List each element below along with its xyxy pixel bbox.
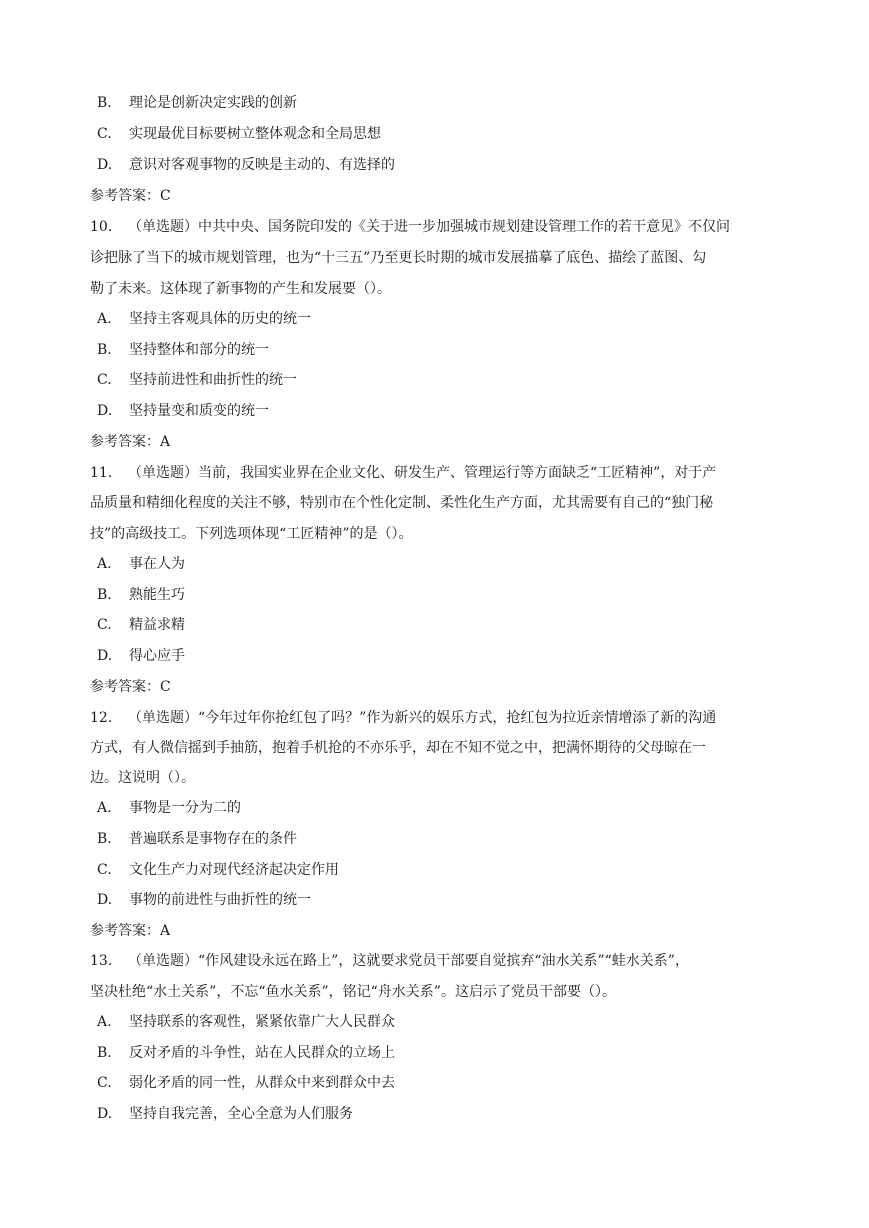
q12-answer [90, 921, 170, 941]
option-text: 坚持整体和部分的统一 [129, 342, 269, 358]
q10-option-d [97, 401, 269, 421]
q10-option-c [97, 370, 297, 390]
option-text: 精益求精 [129, 617, 185, 633]
option-letter: C. [97, 862, 112, 878]
answer-label: 参考答案： [90, 434, 160, 450]
q10-stem-line-1 [90, 217, 730, 237]
q12-stem-line-2: 方式，有人微信摇到手抽筋，抱着手机抢的不亦乐乎，却在不知不觉之中，把满怀期待的父母晾在一 [90, 740, 706, 756]
q10-answer [90, 432, 170, 452]
q13-option-c [97, 1073, 395, 1093]
answer-value: C [160, 679, 171, 695]
option-text: 坚持前进性和曲折性的统一 [129, 372, 297, 388]
q9-option-c [97, 124, 381, 144]
option-text: 坚持主客观具体的历史的统一 [129, 311, 311, 327]
option-letter: A. [97, 556, 112, 572]
question-number: 11. [90, 465, 113, 481]
answer-label: 参考答案： [90, 188, 160, 204]
q13-stem-line-2: 坚决杜绝“水土关系”，不忘“鱼水关系”，铭记“舟水关系”。这启示了党员干部要（）。 [90, 984, 616, 1000]
answer-value: C [160, 188, 171, 204]
question-text: “今年过年你抢红包了吗？”作为新兴的娱乐方式，抢红包为拉近亲情增添了新的沟通 [198, 710, 717, 726]
question-text: 中共中央、国务院印发的《关于进一步加强城市规划建设管理工作的若干意见》不仅问 [198, 219, 730, 235]
option-text: 事物是一分为二的 [129, 800, 241, 816]
q12-option-b [97, 829, 297, 849]
q12-stem-line-3: 边。这说明（）。 [90, 770, 195, 786]
option-text: 事在人为 [129, 556, 185, 572]
option-text: 实现最优目标要树立整体观念和全局思想 [129, 126, 381, 142]
option-text: 坚持量变和质变的统一 [129, 403, 269, 419]
option-letter: B. [97, 831, 112, 847]
option-letter: A. [97, 800, 112, 816]
option-letter: C. [97, 617, 112, 633]
q9-option-d [97, 155, 395, 175]
option-letter: C. [97, 1075, 112, 1091]
option-text: 意识对客观事物的反映是主动的、有选择的 [129, 157, 395, 173]
option-letter: D. [97, 403, 113, 419]
q11-option-d [97, 646, 185, 666]
q10-stem-line-2: 诊把脉了当下的城市规划管理，也为“十三五”乃至更长时期的城市发展描摹了底色、描绘了蓝图、勾 [90, 250, 707, 266]
question-text: “作风建设永远在路上”，这就要求党员干部要自觉摈弃“油水关系”“蛙水关系”， [198, 953, 689, 969]
option-text: 弱化矛盾的同一性，从群众中来到群众中去 [129, 1075, 395, 1091]
q11-stem-line-1 [90, 463, 716, 483]
q11-stem-line-3: 技”的高级技工。下列选项体现“工匠精神”的是（）。 [90, 526, 413, 542]
q11-answer [90, 677, 171, 697]
option-letter: D. [97, 648, 113, 664]
option-text: 反对矛盾的斗争性，站在人民群众的立场上 [129, 1045, 395, 1061]
q11-option-a [97, 554, 185, 574]
question-number: 12. [90, 710, 113, 726]
q12-option-c [97, 860, 339, 880]
q13-stem-line-1 [90, 951, 689, 971]
q11-option-c [97, 615, 185, 635]
option-text: 熟能生巧 [129, 587, 185, 603]
option-letter: D. [97, 892, 113, 908]
q9-option-b [97, 93, 297, 113]
option-letter: C. [97, 372, 112, 388]
answer-value: A [160, 923, 171, 939]
option-text: 文化生产力对现代经济起决定作用 [129, 862, 339, 878]
q13-option-b [97, 1043, 395, 1063]
option-letter: A. [97, 311, 112, 327]
q9-answer [90, 186, 171, 206]
option-text: 坚持联系的客观性，紧紧依靠广大人民群众 [129, 1014, 395, 1030]
option-letter: C. [97, 126, 112, 142]
q12-option-d [97, 890, 311, 910]
option-letter: B. [97, 587, 112, 603]
answer-value: A [160, 434, 171, 450]
option-text: 事物的前进性与曲折性的统一 [129, 892, 311, 908]
q13-option-a [97, 1012, 395, 1032]
option-text: 得心应手 [129, 648, 185, 664]
option-letter: B. [97, 95, 112, 111]
q10-stem-line-3: 勒了未来。这体现了新事物的产生和发展要（）。 [90, 281, 391, 297]
q13-option-d [97, 1104, 353, 1124]
option-text: 坚持自我完善，全心全意为人们服务 [129, 1106, 353, 1122]
q11-option-b [97, 585, 185, 605]
question-type: （单选题） [128, 710, 198, 726]
option-letter: D. [97, 157, 113, 173]
question-number: 13. [90, 953, 113, 969]
question-type: （单选题） [128, 953, 198, 969]
option-text: 理论是创新决定实践的创新 [129, 95, 297, 111]
answer-label: 参考答案： [90, 679, 160, 695]
option-letter: B. [97, 1045, 112, 1061]
q10-option-b [97, 340, 269, 360]
q12-stem-line-1 [90, 708, 716, 728]
q11-stem-line-2: 品质量和精细化程度的关注不够，特别市在个性化定制、柔性化生产方面，尤其需要有自己的“独门秘 [90, 495, 714, 511]
q10-option-a [97, 309, 311, 329]
question-type: （单选题） [128, 219, 198, 235]
question-text: 当前，我国实业界在企业文化、研发生产、管理运行等方面缺乏“工匠精神”，对于产 [198, 465, 717, 481]
question-type: （单选题） [128, 465, 198, 481]
answer-label: 参考答案： [90, 923, 160, 939]
option-letter: D. [97, 1106, 113, 1122]
option-letter: B. [97, 342, 112, 358]
question-number: 10. [90, 219, 113, 235]
option-text: 普遍联系是事物存在的条件 [129, 831, 297, 847]
q12-option-a [97, 798, 241, 818]
option-letter: A. [97, 1014, 112, 1030]
